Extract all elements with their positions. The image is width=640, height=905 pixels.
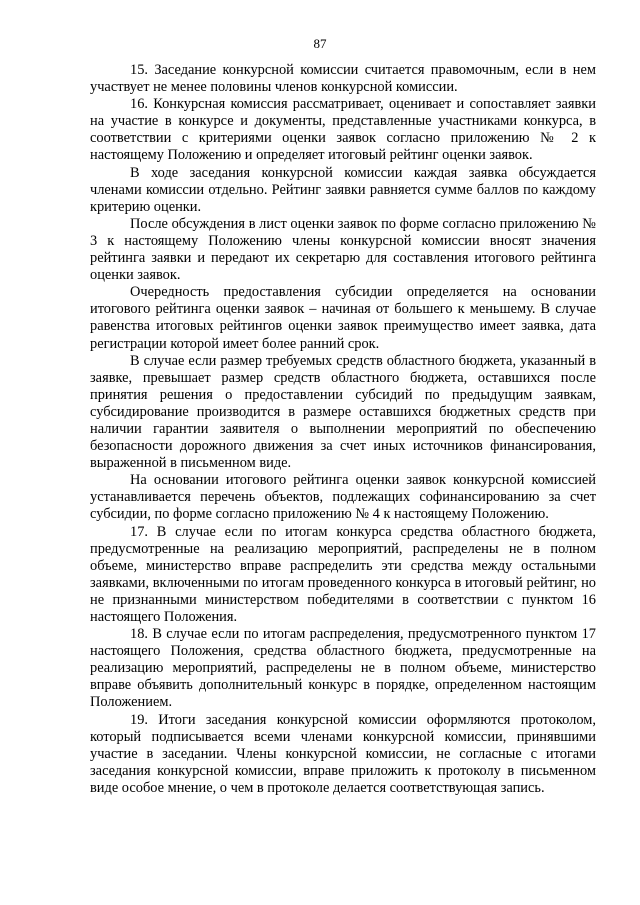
paragraph-budget-excess: В случае если размер требуемых средств областного бюджета, указанный в заявке, превышает размер средств областного бюджета, оставшихся после принятия решения о предоставлении субсидий по предыдущим заявкам, субсидирование производится в размере оставшихся бюджетных средств при наличии гарантии заявителя о выполнении мероприятий по обеспечению безопасности дорожного движения за счет иных источников финансирования, выраженной в письменном виде. [90,352,596,472]
paragraph-16-review: 16. Конкурсная комиссия рассматривает, оценивает и сопоставляет заявки на участие в конкурсе и документы, представленные участниками конкурса, в соответствии с критериями оценки заявок согласно приложению № 2 к настоящему Положению и определяет итоговый рейтинг оценки заявок. [90,96,596,164]
paragraph-19-protocol: 19. Итоги заседания конкурсной комиссии оформляются протоколом, который подписывается всеми членами конкурсной комиссии, принявшими участие в заседании. Члены конкурсной комиссии, не согласные с итогами заседания конкурсной комиссии, вправе приложить к протоколу в письменном виде особое мнение, о чем в протоколе делается соответствующая запись. [90,711,596,796]
page-number: 87 [313,36,327,51]
paragraph-object-list: На основании итогового рейтинга оценки заявок конкурсной комиссией устанавливается перечень объектов, подлежащих софинансированию за счет субсидии, по форме согласно приложению № 4 к настоящему Положению. [90,472,596,523]
paragraph-17-redistribution: 17. В случае если по итогам конкурса средства областного бюджета, предусмотренные на реализацию мероприятий, распределены не в полном объеме, министерство вправе распределить эти средства между остальными заявками, включенными по итогам проведенного конкурса в итоговый рейтинг, но не признанными министерством победителями в соответствии с пунктом 16 настоящего Положения. [90,523,596,625]
paragraph-evaluation-sheet: После обсуждения в лист оценки заявок по форме согласно приложению № 3 к настоящему Положению члены конкурсной комиссии вносят значения рейтинга заявки и передают их секретарю для составления итогового рейтинга оценки заявок. [90,215,596,284]
document-body [90,62,596,797]
paragraph-18-additional-contest: 18. В случае если по итогам распределения, предусмотренного пунктом 17 настоящего Положения, средства областного бюджета, предусмотренные на реализацию мероприятий, распределены не в полном объеме, министерство вправе объявить дополнительный конкурс в порядке, определенном настоящим Положением. [90,626,596,711]
paragraph-discussion: В ходе заседания конкурсной комиссии каждая заявка обсуждается членами комиссии отдельно. Рейтинг заявки равняется сумме баллов по каждому критерию оценки. [90,164,596,215]
paragraph-15-quorum: 15. Заседание конкурсной комиссии считается правомочным, если в нем участвует не менее половины членов конкурсной комиссии. [90,62,596,96]
paragraph-priority: Очередность предоставления субсидии определяется на основании итогового рейтинга оценки заявок – начиная от большего к меньшему. В случае равенства итоговых рейтингов оценки заявок преимущество имеет заявка, дата регистрации которой имеет более ранний срок. [90,284,596,352]
